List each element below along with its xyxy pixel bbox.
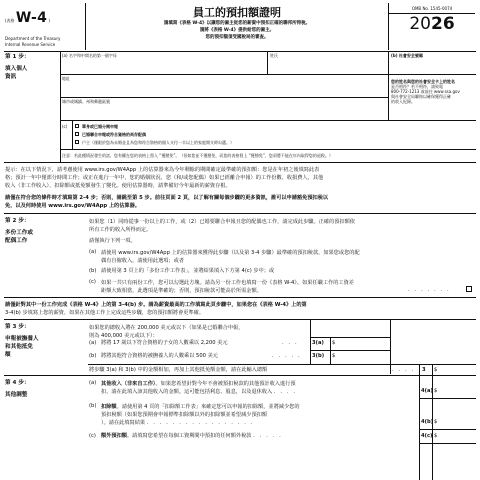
year-suffix: 26 bbox=[430, 14, 455, 34]
step-4a-title: 其他收入（非來自工作） bbox=[101, 381, 156, 387]
step-4a-currency: $ bbox=[434, 388, 438, 394]
ssn-note-line-2: 是否相符？若不相符，請致電 bbox=[391, 84, 443, 89]
step-2-title-line-2: 配偶工作 bbox=[5, 238, 28, 244]
step-4c-dots: . . . . . bbox=[253, 433, 283, 439]
ssn-note-line-5: 的收入紀錄。 bbox=[391, 99, 415, 104]
ssn-note-line-4: 與社會安全局聯絡以確保獲得正確 bbox=[391, 94, 451, 99]
step-2-intro-line-2: 所有工作的收入所得而定。 bbox=[89, 227, 152, 233]
step-3-intro bbox=[89, 324, 243, 340]
steps-3-4-note bbox=[5, 301, 475, 317]
step-4b-tag: 4(b) bbox=[421, 419, 434, 425]
step-4a-dots: . . . . bbox=[273, 389, 297, 395]
step-1-title-line-2: 資訊 bbox=[5, 74, 17, 80]
step-3-label: 第 3 步： bbox=[5, 324, 30, 330]
step-4a-tag: 4(a) bbox=[421, 388, 433, 394]
tip-line-1: 提示：在以下情況下，請考慮使用 www.irs.gov/W4App 上的估算器來為今年剩餘的期間確定最準確的預扣額：您是在年初之後填寫此表 bbox=[5, 167, 320, 173]
step-2-choose: 請僅執行下列一項。 bbox=[89, 238, 136, 244]
filing-hoh-checkbox[interactable] bbox=[75, 140, 79, 144]
step-3a-tag: 3(a) bbox=[312, 340, 324, 346]
tip-text bbox=[5, 166, 475, 190]
step-4c-text bbox=[101, 433, 282, 440]
step-4a-input[interactable] bbox=[440, 385, 475, 396]
ssn-input[interactable] bbox=[391, 58, 473, 72]
step-4b-text bbox=[101, 403, 417, 427]
step-3b-tag: 3(b) bbox=[312, 353, 325, 359]
step-3-intro-line-1: 如果您的總收入將在 200,000 美元或以下（如果是已婚聯合申報， bbox=[89, 325, 244, 331]
step-4b-currency: $ bbox=[434, 419, 438, 425]
first-name-label: (a) 名字和中間名的第一個字母 bbox=[62, 53, 117, 58]
year-prefix: 20 bbox=[409, 14, 431, 34]
step-3-title-line-3: 額 bbox=[5, 352, 11, 358]
form-prefix: (表格 bbox=[5, 18, 15, 23]
header-instruction-3: 您的預扣額須受國稅局的審查。 bbox=[205, 35, 269, 40]
step-3a-currency: $ bbox=[332, 340, 336, 346]
last-name-label: 姓氏 bbox=[270, 53, 278, 58]
step-1-title-line-1: 填入個人 bbox=[5, 66, 28, 72]
step-3-total-input[interactable] bbox=[440, 365, 475, 375]
ssn-note-line-3: 800-772-1213 或前往 www.ssa.gov bbox=[391, 89, 460, 94]
two-jobs-checkbox[interactable] bbox=[466, 286, 472, 292]
step-3b-currency: $ bbox=[332, 353, 336, 359]
complete-steps-note bbox=[5, 194, 475, 210]
step-2a-text bbox=[101, 249, 360, 265]
step-3-title-line-2: 和其他抵免 bbox=[5, 344, 33, 350]
step-4b-line-2: 預扣稅額 bbox=[101, 412, 122, 418]
filing-single-label: 單身或已婚分開申報 bbox=[82, 124, 118, 129]
ssn-note-line-1: 您的姓名與您的社會安全卡上的姓名 bbox=[391, 79, 455, 84]
step-3b-label: (b) bbox=[89, 353, 97, 359]
irs-name: Internal Revenue Service bbox=[5, 42, 56, 47]
complete-line-1: 請僅在符合您的條件時才填寫第 2-4 步；否則，請跳至第 5 步。前往頁面 2 頁，以了解有關每個步驟的更多資訊，誰可以申請豁免預扣稅以 bbox=[5, 195, 329, 201]
filing-married-checkbox[interactable] bbox=[75, 132, 79, 136]
step-2b-text: 請使用第 3 頁上的「多份工作工作表」，並將結果填入下方第 4(c) 步中；或 bbox=[101, 268, 275, 274]
step-2a-line-2: 偶有自僱收入，請使用此選項；或者 bbox=[101, 258, 185, 264]
filing-hoh-label: 戶主（僅限於您為未婚並且為您和符合資格的個人支付一半以上的家庭開支時勾選。） bbox=[82, 140, 234, 145]
step-4c-input[interactable] bbox=[440, 431, 475, 442]
ssn-note bbox=[391, 79, 460, 104]
step-3-title-line-1: 申報被撫養人 bbox=[5, 336, 39, 342]
address-input[interactable] bbox=[62, 81, 384, 95]
step-3a-input[interactable] bbox=[338, 338, 388, 348]
filing-single-checkbox[interactable] bbox=[75, 124, 79, 128]
step-2c-line-2: 距額大致相當，此選項是準確的；否則，預扣稅款可能高於所需金額。 bbox=[101, 288, 262, 294]
header-instruction-1: 請填寫《表格 W-4》以讓您的僱主從您的薪資中預扣正確的聯邦所得稅。 bbox=[163, 21, 311, 26]
step-4b-line-3: （如果您預期會申報標準扣除額以外的扣除額並希望減少預扣額 bbox=[121, 412, 268, 418]
steps-note-line-1: 請僅針對其中一份工作完成《表格 W-4》上的第 3-4(b) 步。請為薪資最高的工作填寫此頁步驟中，如果您在《表格 W-4》上的第 bbox=[5, 302, 307, 308]
form-number: W-4 bbox=[15, 10, 48, 26]
tip-line-3: 收入（非工作收入）、扣除額或抵免額發生了變化。使用估算器時，請準備好今年最新的薪資存根。 bbox=[5, 183, 231, 189]
step-4b-dots: . . . . . . . . . . . . . . . . . bbox=[146, 420, 254, 426]
step-3-total-currency: $ bbox=[434, 367, 438, 373]
tip-line-2: 格；預計一年中僅部分時間工作；或正在進行一年中，您的婚姻狀況、您（和/或您配偶）如果已經離合申報）的工作份數、收損費人，其他 bbox=[5, 175, 324, 181]
step-4b-input[interactable] bbox=[440, 416, 475, 427]
step-2-label: 第 2 步： bbox=[5, 218, 30, 224]
first-name-input[interactable] bbox=[62, 58, 262, 72]
step-3-intro-line-2: 則為 400,000 美元或以下）： bbox=[89, 333, 158, 339]
step-3a-label: (a) bbox=[89, 340, 97, 346]
filing-married-label: 已婚聯合申報或符合資格的尚存配偶 bbox=[82, 132, 146, 137]
step-2c-dots: . . . . . . . bbox=[408, 287, 451, 293]
step-3b-text: 將將其他符合資格的被撫養人的人數乘以 500 美元 bbox=[101, 353, 218, 359]
form-title: 員工的預扣額證明 bbox=[193, 6, 281, 19]
step-2c-line-1: 如果一共只有兩份工作，您可以勾選此方塊。請為另一份工作也填寫一份《表格 W-4》。如果任職工作的工資差 bbox=[101, 280, 354, 286]
complete-line-2: 免，以及何時使用 www.irs.gov/W4App 上的估算器。 bbox=[5, 203, 140, 209]
step-3b-input[interactable] bbox=[338, 351, 388, 361]
step-4-label: 第 4 步： bbox=[5, 380, 30, 386]
ssn-label: (b) 社會安全號碼 bbox=[391, 53, 423, 58]
step-4-title: 其他調整 bbox=[5, 392, 28, 398]
step-3a-text: 將將 17 歲以下符合資格的子女的人數乘以 2,200 美元 bbox=[101, 340, 228, 346]
step-4c-tag: 4(c) bbox=[421, 433, 433, 439]
step-2-intro bbox=[89, 218, 355, 234]
step-4a-text bbox=[101, 380, 417, 396]
city-input[interactable] bbox=[62, 104, 384, 118]
step-3a-dots: . . . bbox=[282, 340, 299, 346]
step-4a-label: (a) bbox=[89, 380, 97, 386]
steps-note-line-2: 3-4(b) 步填寫上您的薪資，如果在其他工作上完成這些步驟，您的預扣額將會更準確。 bbox=[5, 310, 205, 316]
last-name-input[interactable] bbox=[270, 58, 385, 72]
step-2a-line-1: 請使用 www.irs.gov/W4App 上的估算器來獲得此步驟（以及第 3-4 步驟）最準確的預扣稅款，如果您或您的配 bbox=[101, 250, 360, 256]
step-4c-label: (c) bbox=[89, 433, 96, 439]
step-3-total-tag: 3 bbox=[422, 367, 426, 373]
tax-year bbox=[391, 16, 473, 33]
address-label: 地址 bbox=[62, 76, 70, 81]
step-2c-text bbox=[101, 279, 354, 295]
step-1-label: 第 1 步： bbox=[5, 54, 30, 60]
step-2c-label: (c) bbox=[89, 279, 96, 285]
step-4c-title: 額外預扣額 bbox=[101, 433, 127, 439]
filing-status-label: (c) bbox=[62, 124, 68, 129]
step-4b-line-4: ）。請在此填寫結果 bbox=[101, 420, 146, 426]
step-2-intro-line-1: 如果您（1）同時從事一份以上的工作，或（2）已婚要聯合申報且您的配偶也工作，請完成此步驟。正確的預扣額依 bbox=[89, 219, 355, 225]
step-4a-line-1: 。如果您希望針對今年不會被預扣稅款的其他預計收入進行預 bbox=[155, 381, 296, 387]
step-2b-label: (b) bbox=[89, 268, 97, 274]
header-instruction-2: 請將《表格 W-4》提供給您的僱主。 bbox=[199, 28, 275, 33]
step-4b-label: (b) bbox=[89, 403, 97, 409]
step-2a-label: (a) bbox=[89, 249, 97, 255]
step-3-total-dots: . . . . bbox=[392, 367, 415, 373]
step-4a-line-2: 扣，請在此填入該其他收入的金額。這可能包括利息、股息，以及退休收入 bbox=[101, 389, 273, 395]
city-label: 城市或城鎮、州和郵遞區號 bbox=[62, 99, 110, 104]
step-3-total-text: 將步驟 3(a) 和 3(b) 中的金額相加，再加上其他抵免額金額，請在此輸入總額 bbox=[89, 367, 268, 373]
form-suffix: ) bbox=[48, 18, 50, 23]
form-id bbox=[5, 10, 50, 28]
step-4c-line: 。請填寫您希望在每個工資期間中預扣的任何額外稅款 bbox=[126, 433, 252, 439]
step-3b-dots: . . . . . bbox=[272, 353, 302, 359]
omb-number: OMB No. 1545-0074 bbox=[411, 6, 453, 11]
step-2-title-line-1: 多份工作或 bbox=[5, 230, 33, 236]
step-4b-title: 扣除額 bbox=[101, 404, 117, 410]
exempt-note: 注意：若此種情況發生的話，您有權在您的表格上寫入 “獲豁免”。（但如您並不獲豁免，而您的表格寫上 “獲豁免”，您須將不能在年內取得您的退稅。） bbox=[62, 153, 333, 158]
step-4b-line-1: 。請使用第 4 頁的「扣除額工作表」來確定您可以申報的扣除額，並將減少您的 bbox=[116, 404, 300, 410]
department-name: Department of the Treasury bbox=[5, 36, 61, 41]
step-4c-currency: $ bbox=[434, 433, 438, 439]
